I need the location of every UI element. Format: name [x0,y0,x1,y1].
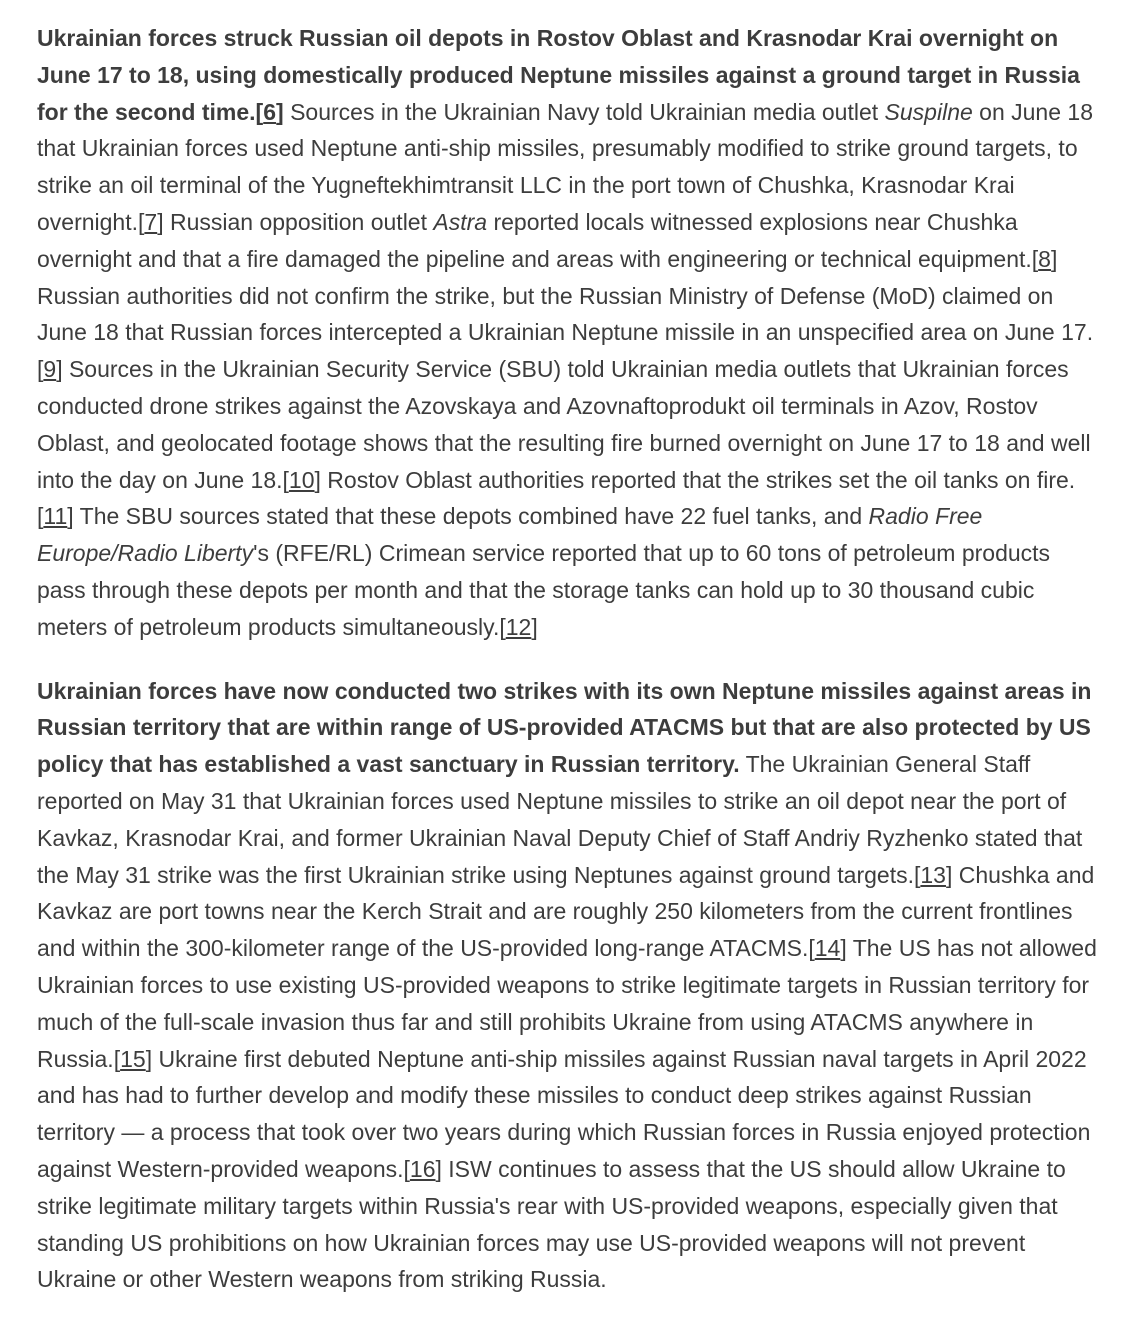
text-segment: 's (RFE/RL) Crimean service reported that up to 60 tons of petroleum products pass through these depots per month and that the storage tanks can hold up to 30 thousand cubic meters of petroleum products simultaneously. [37,540,1051,640]
footnote-link-8[interactable] [1032,246,1058,272]
text-segment: Chushka and Kavkaz are port towns near the Kerch Strait and are roughly 250 kilometers from the current frontlines and within the 300-kilometer range of the US-provided long-range ATACMS. [37,861,1095,962]
footnote-close-bracket: ] [435,1155,442,1182]
footnote-link-13[interactable] [914,862,952,888]
text-segment: Sources in the Ukrainian Navy told Ukrainian media outlet [283,98,885,125]
footnote-close-bracket: ] [56,356,63,383]
footnote-link-6[interactable] [256,99,284,125]
footnote-close-bracket: ] [531,613,538,640]
lead-sentence: Ukrainian forces have now conducted two strikes with its own Neptune missiles against areas in Russian territory that are within range of US-provided ATACMS but that are also protected by US policy that has established a vast sanctuary in Russian territory. [37,677,1092,778]
footnote-open-bracket: [ [403,1155,410,1182]
footnote-open-bracket: [ [37,503,44,530]
footnote-number: 15 [120,1045,146,1072]
footnote-number: 16 [409,1155,436,1182]
text-segment: on June 18 that Ukrainian forces used Neptune anti-ship missiles, presumably modified to strike ground targets, to strike an oil terminal of the Yugneftekhimtransit LLC in the port town of Chushka, Krasnodar Krai overnight. [37,98,1093,235]
text-segment: The US has not allowed Ukrainian forces to use existing US-provided weapons to strike legitimate targets in Russian territory for much of the full-scale invasion thus far and still prohibits Ukraine from using ATACMS anywhere in Russia. [37,935,1097,1072]
footnote-number: 8 [1038,245,1051,272]
text-segment: The Ukrainian General Staff reported on May 31 that Ukrainian forces used Neptune missiles to strike an oil depot near the port of Kavkaz, Krasnodar Krai, and former Ukrainian Naval Deputy Chief of Staff Andriy Ryzhenko stated that the May 31 strike was the first Ukrainian strike using Neptunes against ground targets. [37,751,1083,888]
footnote-link-16[interactable] [404,1156,442,1182]
outlet-name-italic: Suspilne [884,98,973,125]
outlet-name-italic: Astra [433,208,488,235]
footnote-number: 9 [43,356,57,383]
footnote-link-7[interactable] [138,209,164,235]
text-segment: ISW continues to assess that the US should allow Ukraine to strike legitimate military targets within Russia's rear with US-provided weapons, especially given that standing US prohibitions on how Ukrainian forces may use US-provided weapons will not prevent Ukraine or other Western weapons from striking Russia. [37,1155,1066,1293]
footnote-close-bracket: ] [840,935,847,962]
text-segment: Rostov Oblast authorities reported that the strikes set the oil tanks on fire. [320,466,1076,493]
footnote-link-11[interactable] [37,503,74,529]
text-segment: Ukraine first debuted Neptune anti-ship missiles against Russian naval targets in April 2022 and has had to further develop and modify these missiles to conduct deep strikes against Russian territory — a process that took over two years during which Russian forces in Russia enjoyed protection against Western-provided weapons. [37,1045,1091,1182]
footnote-number: 6 [263,98,277,125]
footnote-open-bracket: [ [113,1045,121,1072]
footnote-number: 13 [920,861,946,888]
footnote-number: 7 [144,208,158,235]
text-segment: Sources in the Ukrainian Security Service (SBU) told Ukrainian media outlets that Ukrainian forces conducted drone strikes against the Azovskaya and Azovnaftoprodukt oil terminals in Azov, Rostov Oblast, and geolocated footage shows that the resulting fire burned overnight on June 17 to 18 and well into the day on June 18. [37,356,1091,493]
text-segment: Russian authorities did not confirm the strike, but the Russian Ministry of Defense (MoD) claimed on June 18 that Russian forces intercepted a Ukrainian Neptune missile in an unspecified area on June 17. [37,282,1094,346]
footnote-number: 10 [288,466,315,493]
footnote-close-bracket: ] [157,208,164,235]
footnote-number: 14 [814,935,841,962]
footnote-open-bracket: [ [255,98,264,125]
lead-sentence: Ukrainian forces struck Russian oil depots in Rostov Oblast and Krasnodar Krai overnight on June 17 to 18, using domestically produced Neptune missiles against a ground target in Russia for the second time. [37,25,1080,125]
footnote-open-bracket: [ [282,466,289,493]
footnote-link-15[interactable] [114,1046,152,1072]
footnote-close-bracket: ] [314,466,321,493]
footnote-link-10[interactable] [283,467,321,493]
text-segment: Russian opposition outlet [163,208,434,235]
footnote-number: 11 [43,503,68,530]
footnote-link-14[interactable] [808,935,846,961]
footnote-link-12[interactable] [499,614,537,640]
footnote-close-bracket: ] [1050,245,1058,272]
footnote-number: 12 [505,613,532,640]
footnote-close-bracket: ] [945,861,953,888]
footnote-open-bracket: [ [914,861,921,888]
paragraph [37,20,1100,646]
footnote-close-bracket: ] [276,98,284,125]
paragraph [37,673,1100,1299]
footnote-open-bracket: [ [1031,245,1039,272]
outlet-name-italic: Radio Free Europe/Radio Liberty [37,503,983,567]
footnote-open-bracket: [ [499,613,506,640]
footnote-link-9[interactable] [37,356,63,382]
text-segment: The SBU sources stated that these depots combined have 22 fuel tanks, and [73,503,869,530]
footnote-close-bracket: ] [67,503,74,530]
footnote-open-bracket: [ [138,208,145,235]
footnote-open-bracket: [ [37,356,44,383]
footnote-close-bracket: ] [145,1045,153,1072]
footnote-open-bracket: [ [808,935,815,962]
text-segment: reported locals witnessed explosions near Chushka overnight and that a fire damaged the pipeline and areas with engineering or technical equipment. [37,208,1032,272]
